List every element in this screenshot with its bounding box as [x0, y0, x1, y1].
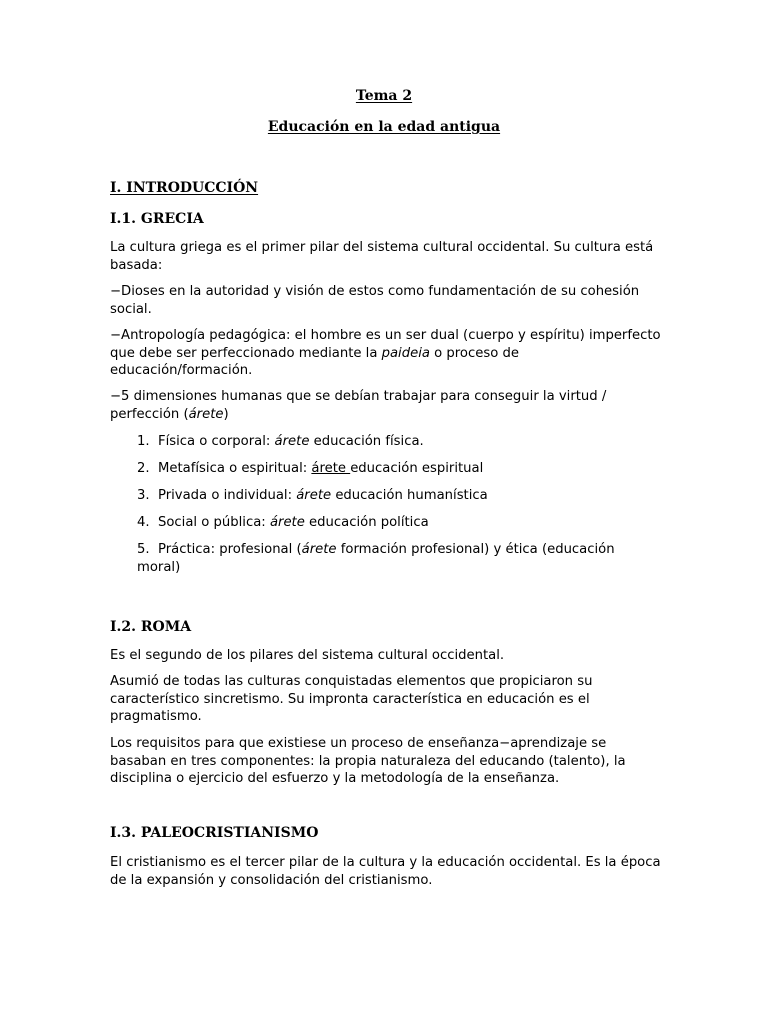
section-heading-paleocristianismo: I.3. PALEOCRISTIANISMO	[110, 825, 319, 841]
document-title: Tema 2	[355, 88, 413, 104]
grecia-paragraph-4	[110, 388, 662, 423]
list-item	[137, 487, 662, 505]
section-heading-roma: I.2. ROMA	[110, 619, 192, 635]
document-subtitle: Educación en la edad antigua	[267, 119, 501, 135]
list-item-term: árete	[269, 515, 305, 530]
list-item-term: árete	[311, 461, 351, 476]
list-item-term: árete	[274, 434, 310, 449]
list-item-text-end: educación espiritual	[350, 461, 484, 476]
grecia-p3-text: −Antropología pedagógica: el hombre es un ser dual (cuerpo y espíritu) imperfecto que debe ser perfeccionado mediante la	[110, 328, 661, 361]
list-item	[137, 514, 662, 532]
roma-paragraph-2: Asumió de todas las culturas conquistadas elementos que propiciaron su característico sincretismo. Su impronta característica en educación es el pragmatismo.	[110, 674, 593, 724]
list-item-text-end: formación profesional) y ética (educación moral)	[137, 542, 615, 575]
list-item-text: Metafísica o espiritual:	[157, 461, 312, 476]
grecia-p4-arete: árete	[188, 406, 224, 422]
roma-paragraph-3: Los requisitos para que existiese un proceso de enseñanza−aprendizaje se basaban en tres componentes: la propia naturaleza del educando (talento), la disciplina o ejercicio del esfuerzo y la metodología de la enseñanza.	[110, 736, 626, 786]
list-item-text-end: educación física.	[309, 434, 424, 449]
section-heading-grecia: I.1. GRECIA	[110, 211, 204, 227]
section-heading-introduccion: I. INTRODUCCIÓN	[110, 180, 259, 196]
list-item-text-end: educación política	[304, 515, 429, 530]
grecia-p3-paideia: paideia	[381, 345, 430, 361]
list-item	[137, 541, 662, 576]
list-item-text: Física o corporal:	[157, 434, 275, 449]
list-item-text: Social o pública:	[157, 515, 270, 530]
paleo-paragraph-1: El cristianismo es el tercer pilar de la cultura y la educación occidental. Es la época de la expansión y consolidación del cristianismo.	[110, 855, 661, 888]
list-item-term: árete	[296, 488, 332, 503]
list-item-number: 4.	[137, 515, 150, 530]
list-item-term: árete	[301, 542, 337, 557]
list-item-number: 5.	[137, 542, 150, 557]
grecia-paragraph-3	[110, 327, 662, 380]
roma-paragraph-1: Es el segundo de los pilares del sistema cultural occidental.	[110, 648, 505, 663]
grecia-p4-text: −5 dimensiones humanas que se debían trabajar para conseguir la virtud / perfección (	[110, 389, 607, 422]
list-item-number: 1.	[137, 434, 150, 449]
list-item-text: Privada o individual:	[157, 488, 297, 503]
list-item	[137, 460, 662, 478]
grecia-p4-text-end: )	[223, 406, 229, 422]
list-item-text-end: educación humanística	[331, 488, 488, 503]
list-item-number: 3.	[137, 488, 150, 503]
grecia-paragraph-1: La cultura griega es el primer pilar del sistema cultural occidental. Su cultura está basada:	[110, 240, 654, 273]
grecia-paragraph-2: −Dioses en la autoridad y visión de estos como fundamentación de su cohesión social.	[110, 284, 640, 317]
list-item	[137, 433, 662, 451]
list-item-number: 2.	[137, 461, 150, 476]
document-page	[110, 0, 660, 1024]
list-item-text: Práctica: profesional (	[157, 542, 302, 557]
grecia-p3-text-end: o proceso de educación/formación.	[110, 345, 519, 378]
